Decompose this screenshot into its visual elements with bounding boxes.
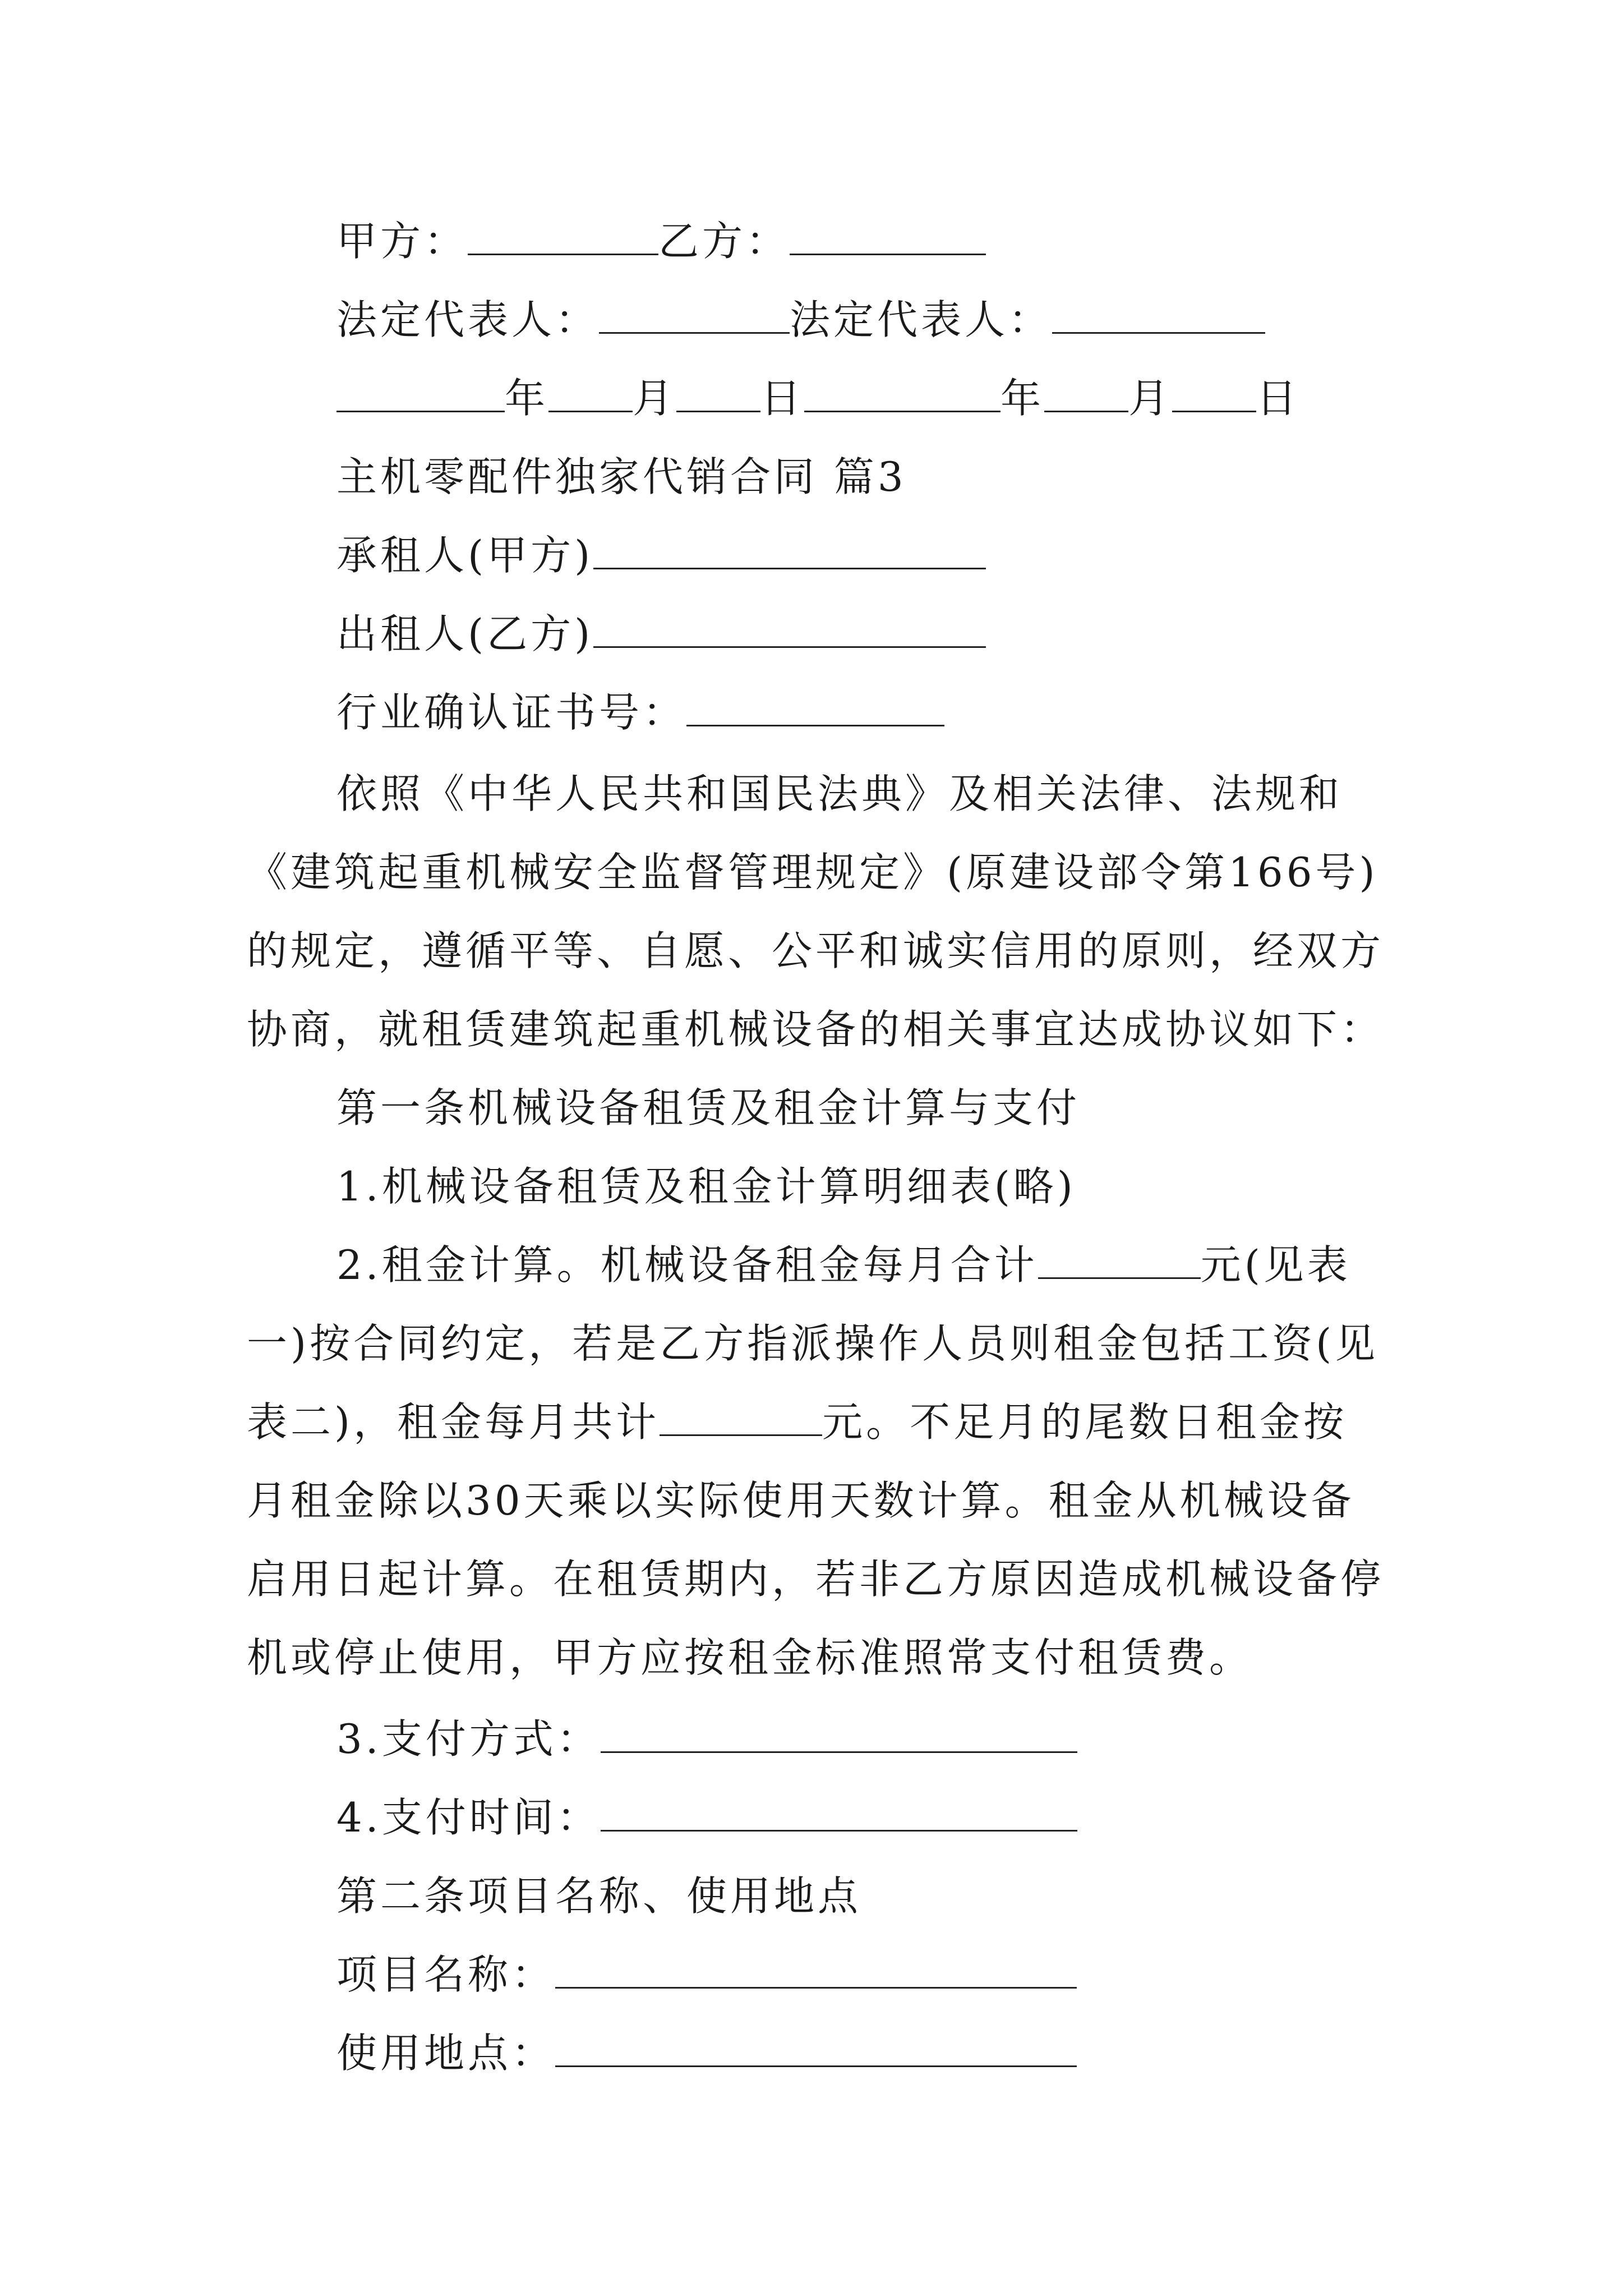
party-b-label: 乙方： bbox=[658, 218, 790, 265]
rep-a-label: 法定代表人： bbox=[336, 296, 600, 343]
party-a-label: 甲方： bbox=[336, 218, 468, 265]
lessee-blank[interactable] bbox=[593, 527, 986, 569]
rent-monthly-label: 表二)，租金每月共计 bbox=[247, 1398, 660, 1446]
intro-paragraph-line: 依照《中华人民共和国民法典》及相关法律、法规和 bbox=[336, 770, 1343, 817]
month-a-label: 月 bbox=[633, 375, 677, 422]
rep-b-blank[interactable] bbox=[1052, 292, 1265, 334]
day-b-label: 日 bbox=[1256, 375, 1301, 422]
location-line bbox=[336, 2025, 1077, 2081]
item-two-line bbox=[247, 1394, 1347, 1450]
year-b-label: 年 bbox=[1000, 375, 1045, 422]
lessee-line bbox=[336, 527, 986, 583]
party-b-blank[interactable] bbox=[790, 213, 986, 255]
rent-monthly-blank[interactable] bbox=[660, 1394, 822, 1436]
project-name-blank[interactable] bbox=[555, 1947, 1077, 1989]
lessor-label: 出租人(乙方) bbox=[336, 610, 594, 657]
month-b-blank[interactable] bbox=[1044, 370, 1128, 412]
article-two-heading: 第二条项目名称、使用地点 bbox=[336, 1872, 862, 1920]
payment-method-line bbox=[336, 1711, 1077, 1767]
day-a-blank[interactable] bbox=[676, 370, 760, 412]
certificate-blank[interactable] bbox=[686, 684, 944, 726]
article-one-heading: 第一条机械设备租赁及租金计算与支付 bbox=[336, 1084, 1081, 1131]
project-name-line bbox=[336, 1947, 1077, 2003]
payment-time-line bbox=[336, 1789, 1077, 1846]
item-one: 1.机械设备租赁及租金计算明细表(略) bbox=[336, 1163, 1076, 1210]
day-a-label: 日 bbox=[760, 375, 805, 422]
project-name-label: 项目名称： bbox=[336, 1951, 556, 1998]
location-blank[interactable] bbox=[555, 2025, 1077, 2067]
lessee-label: 承租人(甲方) bbox=[336, 532, 594, 579]
month-b-label: 月 bbox=[1128, 375, 1173, 422]
item-two-line: 启用日起计算。在租赁期内，若非乙方原因造成机械设备停 bbox=[247, 1556, 1385, 1603]
rent-monthly-text: 元。不足月的尾数日租金按 bbox=[822, 1398, 1348, 1446]
rent-total-label: 2.租金计算。机械设备租金每月合计 bbox=[336, 1241, 1038, 1289]
year-b-blank[interactable] bbox=[804, 370, 1000, 412]
item-two-line: 机或停止使用，甲方应按租金标准照常支付租赁费。 bbox=[247, 1634, 1253, 1681]
intro-paragraph-line: 协商，就租赁建筑起重机械设备的相关事宜达成协议如下： bbox=[247, 1006, 1385, 1053]
section-heading: 主机零配件独家代销合同 篇3 bbox=[336, 453, 907, 500]
representative-line bbox=[336, 292, 1265, 348]
payment-method-blank[interactable] bbox=[601, 1711, 1077, 1753]
month-a-blank[interactable] bbox=[548, 370, 633, 412]
certificate-line bbox=[336, 684, 944, 740]
lessor-blank[interactable] bbox=[593, 606, 986, 648]
certificate-label: 行业确认证书号： bbox=[336, 689, 687, 736]
rep-a-blank[interactable] bbox=[599, 292, 790, 334]
lessor-line bbox=[336, 606, 986, 662]
item-two-line: 一)按合同约定，若是乙方指派操作人员则租金包括工资(见 bbox=[247, 1320, 1379, 1367]
item-two-line: 月租金除以30天乘以实际使用天数计算。租金从机械设备 bbox=[247, 1477, 1355, 1524]
party-line bbox=[336, 213, 986, 269]
rent-total-blank[interactable] bbox=[1038, 1237, 1201, 1279]
intro-paragraph-line: 《建筑起重机械安全监督管理规定》(原建设部令第166号) bbox=[247, 849, 1378, 896]
location-label: 使用地点： bbox=[336, 2030, 556, 2077]
year-a-blank[interactable] bbox=[336, 370, 505, 412]
payment-time-blank[interactable] bbox=[601, 1789, 1077, 1832]
rent-total-unit: 元(见表 bbox=[1200, 1241, 1351, 1289]
payment-time-label: 4.支付时间： bbox=[336, 1794, 601, 1841]
payment-method-label: 3.支付方式： bbox=[336, 1715, 601, 1763]
date-line bbox=[336, 370, 1300, 426]
intro-paragraph-line: 的规定，遵循平等、自愿、公平和诚实信用的原则，经双方 bbox=[247, 927, 1385, 974]
item-two-line bbox=[336, 1237, 1351, 1293]
day-b-blank[interactable] bbox=[1172, 370, 1256, 412]
party-a-blank[interactable] bbox=[468, 213, 658, 255]
rep-b-label: 法定代表人： bbox=[790, 296, 1053, 343]
year-a-label: 年 bbox=[505, 375, 549, 422]
